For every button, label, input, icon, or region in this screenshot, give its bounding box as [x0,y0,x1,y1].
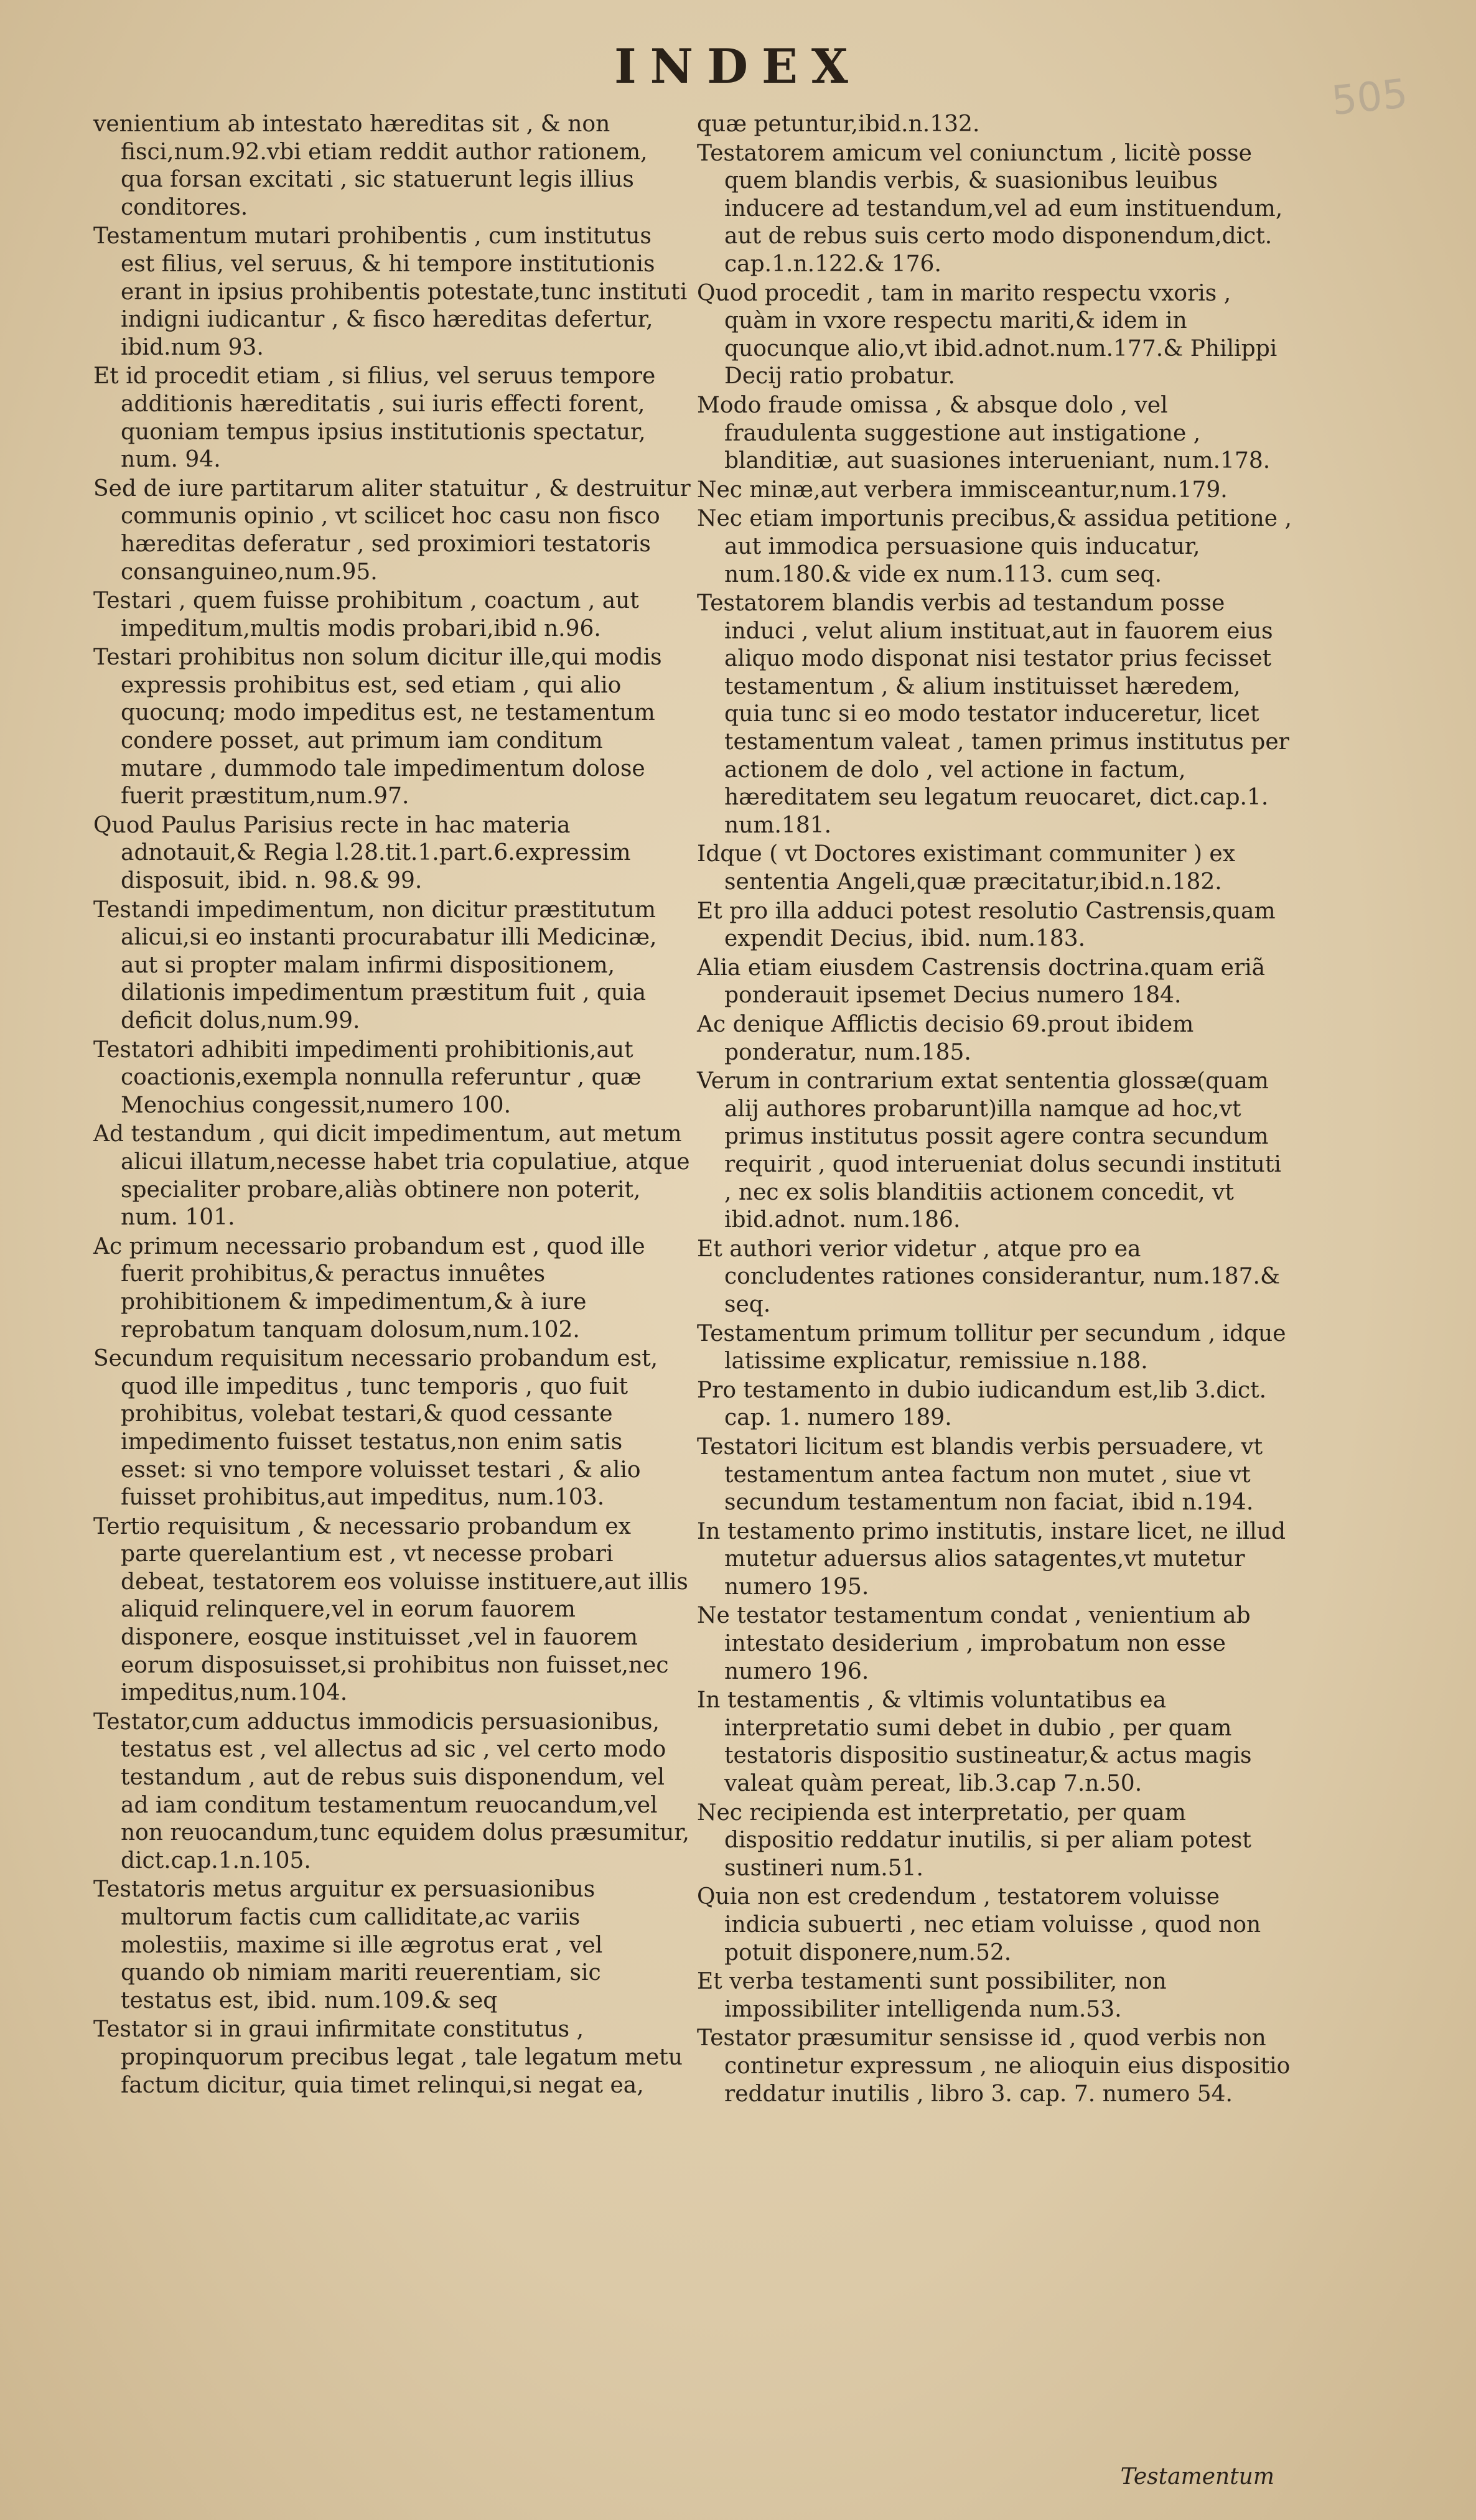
index-entry: Pro testamento in dubio iudicandum est,lib 3.dict. cap. 1. numero 189. [697,1377,1267,1431]
index-entry: Testamentum mutari prohibentis , cum institutus est filius, vel seruus, & hi tempore institutionis erant in ipsius prohibentis potestate,tunc instituti indigni iudicantur , & fisco hæreditas defertur, ibid.num 93. [93,223,688,360]
index-entry: Testamentum primum tollitur per secundum , idque latissime explicatur, remissiue n.188. [697,1320,1286,1374]
index-entry: Modo fraude omissa , & absque dolo , vel fraudulenta suggestione aut instigatione , blanditiæ, aut suasiones interueniant, num.178. [697,392,1271,474]
index-entry: Testari prohibitus non solum dicitur ille,qui modis expressis prohibitus est, sed etiam , qui alio quocunq; modo impeditus est, ne testamentum condere posset, aut primum iam conditum mutare , dummodo tale impedimentum dolose fuerit præstitum,num.97. [93,645,662,810]
index-entry: Et verba testamenti sunt possibiliter, non impossibiliter intelligenda num.53. [697,1969,1167,2022]
index-entry: Et authori verior videtur , atque pro ea concludentes rationes considerantur, num.187.& seq. [697,1236,1281,1317]
index-entry: Nec minæ,aut verbera immisceantur,num.179. [697,477,1228,503]
index-entry: Testatori licitum est blandis verbis persuadere, vt testamentum antea factum non mutet , siue vt secundum testamentum non faciat, ibid n.194. [697,1434,1263,1516]
index-entry: Tertio requisitum , & necessario probandum ex parte querelantium est , vt necesse probari debeat, testatorem eos voluisse instituere,aut illis aliquid relinquere,vel in eorum fauorem disponere, eosque instituisset ,vel in fauorem eorum disposuisset,si prohibitus non fuisset,nec impeditus,num.104. [93,1513,688,1706]
index-entry: Testatoris metus arguitur ex persuasionibus multorum factis cum calliditate,ac variis molestiis, maxime si ille ægrotus erat , vel quando ob nimiam mariti reuerentiam, sic testatus est, ibid. num.109.& seq [93,1877,603,2014]
index-entry: Testator,cum adductus immodicis persuasionibus, testatus est , vel allectus ad sic , vel certo modo testandum , aut de rebus suis disponendum, vel ad iam conditum testamentum reuocandum,vel non reuocandum,tunc equidem dolus præsumitur, dict.cap.1.n.105. [93,1709,689,1874]
index-entry: Ac primum necessario probandum est , quod ille fuerit prohibitus,& peractus innuêtes prohibitionem & impedimentum,& à iure reprobatum tanquam dolosum,num.102. [93,1233,645,1343]
index-entry: Testari , quem fuisse prohibitum , coactum , aut impeditum,multis modis probari,ibid n.96. [93,588,639,642]
index-entry: Ne testator testamentum condat , venientium ab intestato desiderium , improbatum non esse numero 196. [697,1603,1251,1684]
index-entry: Sed de iure partitarum aliter statuitur , & destruitur communis opinio , vt scilicet hoc casu non fisco hæreditas deferatur , sed proximiori testatoris consanguineo,num.95. [93,475,691,585]
right-column [697,111,1294,2109]
index-entry: venientium ab intestato hæreditas sit , & non fisci,num.92.vbi etiam reddit author rationem, qua forsan excitati , sic statuerunt legis illius conditores. [93,111,648,220]
index-entry: Testandi impedimentum, non dicitur præstitutum alicui,si eo instanti procurabatur illi Medicinæ, aut si propter malam infirmi dispositionem, dilationis impedimentum præstitum fuit , quia deficit dolus,num.99. [93,897,657,1034]
index-entry: Idque ( vt Doctores existimant communiter ) ex sententia Angeli,quæ præcitatur,ibid.n.182. [697,841,1236,895]
index-entry: Verum in contrarium extat sententia glossæ(quam alij authores probarunt)illa namque ad hoc,vt primus institutus possit agere contra secundum requirit , quod interueniat dolus secundi instituti , nec ex solis blanditiis actionem concedit, vt ibid.adnot. num.186. [697,1068,1281,1233]
index-entry: Secundum requisitum necessario probandum est, quod ille impeditus , tunc temporis , quo fuit prohibitus, volebat testari,& quod cessante impedimento fuisset testatus,non enim satis esset: si vno tempore voluisset testari , & alio fuisset prohibitus,aut impeditus, num.103. [93,1346,658,1511]
index-entry: Et id procedit etiam , si filius, vel seruus tempore additionis hæreditatis , sui iuris effecti forent, quoniam tempus ipsius institutionis spectatur, num. 94. [93,363,656,473]
index-entry: Testator præsumitur sensisse id , quod verbis non continetur expressum , ne alioquin eius dispositio reddatur inutilis , libro 3. cap. 7. numero 54. [697,2025,1291,2107]
index-entry: Quia non est credendum , testatorem voluisse indicia subuerti , nec etiam voluisse , quod non potuit disponere,num.52. [697,1884,1261,1966]
index-entry: Testatorem amicum vel coniunctum , licitè posse quem blandis verbis, & suasionibus leuibus inducere ad testandum,vel ad eum instituendum, aut de rebus suis certo modo disponendum,dict. cap.1.n.122.& 176. [697,140,1283,277]
index-entry: Et pro illa adduci potest resolutio Castrensis,quam expendit Decius, ibid. num.183. [697,898,1276,952]
index-entry: Testatorem blandis verbis ad testandum posse induci , velut alium instituat,aut in fauorem eius aliquo modo disponat nisi testator prius fecisset testamentum , & alium instituisset hæredem, quia tunc si eo modo testator induceretur, licet testamentum valeat , tamen primus institutus per actionem de dolo , vel actione in factum, hæreditatem seu legatum reuocaret, dict.cap.1. num.181. [697,590,1289,838]
index-entry: Testatori adhibiti impedimenti prohibitionis,aut coactionis,exempla nonnulla referuntur , quæ Menochius congessit,numero 100. [93,1037,642,1118]
index-entry: Ac denique Afflictis decisio 69.prout ibidem ponderatur, num.185. [697,1012,1194,1065]
index-entry: In testamento primo institutis, instare licet, ne illud mutetur aduersus alios satagentes,vt mutetur numero 195. [697,1518,1286,1600]
index-entry: In testamentis , & vltimis voluntatibus ea interpretatio sumi debet in dubio , per quam testatoris dispositio sustineatur,& actus magis valeat quàm pereat, lib.3.cap 7.n.50. [697,1687,1252,1797]
index-entry: quæ petuntur,ibid.n.132. [697,111,980,137]
index-entry: Quod Paulus Parisius recte in hac materia adnotauit,& Regia l.28.tit.1.part.6.expressim disposuit, ibid. n. 98.& 99. [93,812,631,894]
index-entry: Nec recipienda est interpretatio, per quam dispositio reddatur inutilis, si per aliam potest sustineri num.51. [697,1799,1251,1881]
folio-number: 505 [1329,70,1410,125]
index-entry: Testator si in graui infirmitate constitutus , propinquorum precibus legat , tale legatum metu factum dicitur, quia timet relinqui,si negat ea, [93,2017,683,2098]
index-entry: Ad testandum , qui dicit impedimentum, aut metum alicui illatum,necesse habet tria copulatiue, atque specialiter probare,aliàs obtinere non poterit, num. 101. [93,1121,690,1231]
index-entry: Alia etiam eiusdem Castrensis doctrina.quam eriã ponderauit ipsemet Decius numero 184. [697,954,1266,1009]
catchword: Testamentum [1120,2464,1274,2490]
index-entry: Quod procedit , tam in marito respectu vxoris , quàm in vxore respectu mariti,& idem in quocunque alio,vt ibid.adnot.num.177.& Philippi Decij ratio probatur. [697,280,1277,390]
page-title: INDEX [614,39,862,94]
index-entry: Nec etiam importunis precibus,& assidua petitione , aut immodica persuasione quis inducatur, num.180.& vide ex num.113. cum seq. [697,506,1292,587]
left-column [93,111,691,2101]
